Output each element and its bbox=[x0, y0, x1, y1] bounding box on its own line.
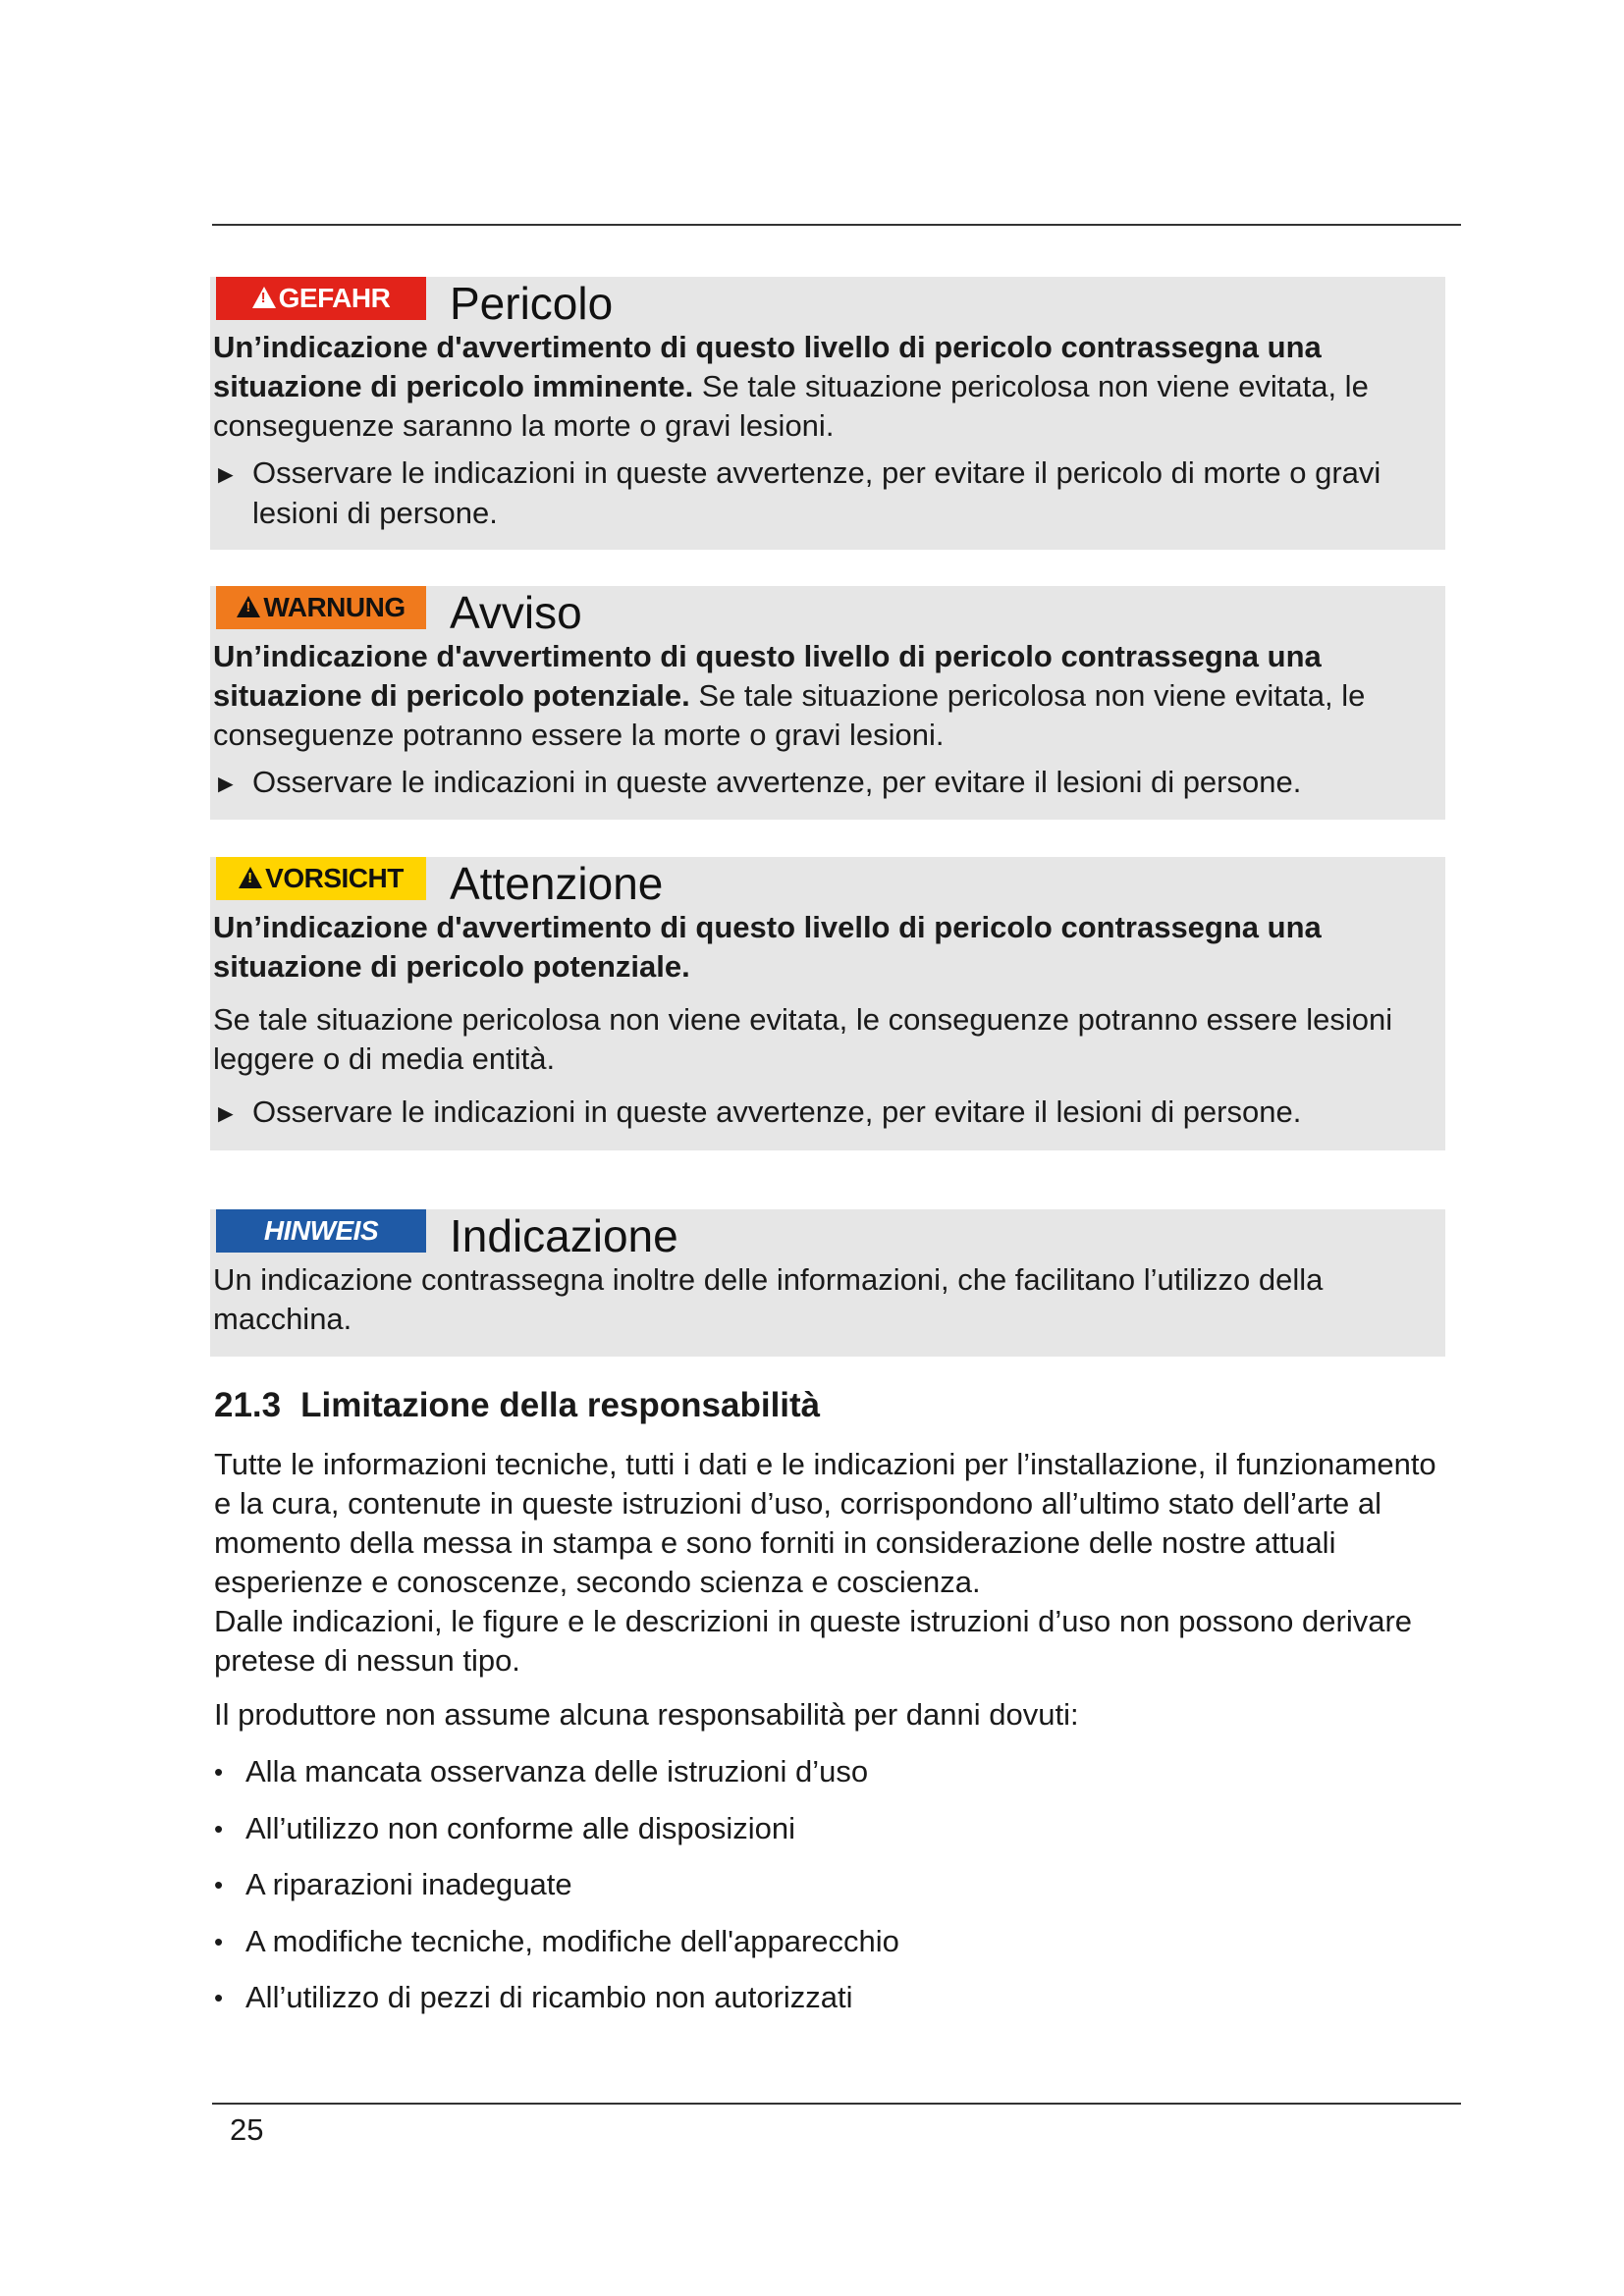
list-item bbox=[214, 1752, 899, 1809]
warning-badge-label: WARNUNG bbox=[263, 592, 406, 622]
footer-rule bbox=[212, 2103, 1461, 2105]
warning-action-text: Osservare le indicazioni in queste avvertenze, per evitare il lesioni di persone. bbox=[252, 765, 1302, 799]
warning-badge bbox=[216, 586, 426, 629]
danger-notice-action bbox=[213, 454, 1445, 533]
danger-badge bbox=[216, 277, 426, 320]
warning-notice-bold-text: Un’indicazione d'avvertimento di questo livello di pericolo contrassegna una situazione di pericolo potenziale. bbox=[213, 639, 1322, 713]
caution-notice-title: Attenzione bbox=[450, 858, 664, 909]
bullet-icon: • bbox=[214, 1813, 224, 1843]
warning-notice-normal-text: Se tale situazione pericolosa non viene evitata, le conseguenze potranno essere la morte o gravi lesioni. bbox=[213, 678, 1366, 752]
info-notice-header bbox=[213, 1209, 1445, 1261]
warning-triangle-icon bbox=[237, 596, 260, 617]
warning-notice-box bbox=[210, 586, 1445, 820]
arrow-right-icon: ► bbox=[213, 769, 239, 798]
info-notice-text: Un indicazione contrassegna inoltre delle informazioni, che facilitano l’utilizzo della macchina. bbox=[213, 1262, 1324, 1336]
section-title: Limitazione della responsabilità bbox=[300, 1386, 821, 1424]
arrow-right-icon: ► bbox=[213, 1098, 239, 1128]
liability-paragraph-3: Il produttore non assume alcuna responsabilità per danni dovuti: bbox=[214, 1697, 1079, 1732]
caution-badge-label: VORSICHT bbox=[265, 863, 404, 893]
warning-notice-text bbox=[213, 637, 1445, 755]
danger-action-text: Osservare le indicazioni in queste avvertenze, per evitare il pericolo di morte o gravi lesioni di persone. bbox=[252, 455, 1381, 530]
caution-notice-bold-paragraph bbox=[213, 908, 1445, 987]
caution-action-text: Osservare le indicazioni in queste avvertenze, per evitare il lesioni di persone. bbox=[252, 1095, 1302, 1129]
caution-notice-action bbox=[213, 1093, 1445, 1133]
list-item bbox=[214, 1809, 899, 1866]
list-item-text: All’utilizzo di pezzi di ricambio non autorizzati bbox=[245, 1980, 853, 2014]
arrow-right-icon: ► bbox=[213, 459, 239, 489]
bullet-icon: • bbox=[214, 1926, 224, 1956]
header-rule bbox=[212, 224, 1461, 226]
info-badge bbox=[216, 1209, 426, 1253]
section-number: 21.3 bbox=[214, 1386, 282, 1424]
caution-notice-header bbox=[213, 857, 1445, 909]
warning-triangle-icon bbox=[239, 867, 262, 888]
bullet-icon: • bbox=[214, 1983, 224, 2012]
danger-badge-label: GEFAHR bbox=[278, 283, 391, 313]
warning-notice-title: Avviso bbox=[450, 587, 582, 638]
warning-notice-action bbox=[213, 763, 1445, 803]
warning-notice-header bbox=[213, 586, 1445, 638]
caution-notice-normal-paragraph: Se tale situazione pericolosa non viene evitata, le conseguenze potranno essere lesioni leggere o di media entità. bbox=[213, 1002, 1393, 1076]
list-item-text: A modifiche tecniche, modifiche dell'apparecchio bbox=[245, 1923, 899, 1958]
danger-notice-header bbox=[213, 277, 1445, 329]
caution-badge bbox=[216, 857, 426, 900]
liability-list bbox=[214, 1752, 899, 2035]
info-badge-label: HINWEIS bbox=[263, 1215, 379, 1246]
caution-notice-box bbox=[210, 857, 1445, 1150]
warning-triangle-icon bbox=[252, 287, 276, 308]
list-item-text: Alla mancata osservanza delle istruzioni d’uso bbox=[245, 1754, 869, 1789]
liability-paragraph-1: Tutte le informazioni tecniche, tutti i dati e le indicazioni per l’installazione, il funzionamento e la cura, contenute in queste istruzioni d’uso, corrispondono all’ultimo stato dell’arte al momento della messa in stampa e sono forniti in considerazione delle nostre attuali esperienze e conoscenze, secondo scienza e coscienza. bbox=[214, 1447, 1436, 1599]
danger-notice-bold-text: Un’indicazione d'avvertimento di questo livello di pericolo contrassegna una situazione di pericolo imminente. bbox=[213, 330, 1322, 403]
info-notice-title: Indicazione bbox=[450, 1210, 678, 1261]
list-item-text: A riparazioni inadeguate bbox=[245, 1867, 572, 1901]
danger-notice-title: Pericolo bbox=[450, 278, 614, 329]
section-heading bbox=[214, 1386, 820, 1425]
bullet-icon: • bbox=[214, 1757, 224, 1787]
danger-notice-box bbox=[210, 277, 1445, 550]
danger-notice-text bbox=[213, 328, 1445, 446]
bullet-icon: • bbox=[214, 1870, 224, 1899]
liability-paragraph-2: Dalle indicazioni, le figure e le descrizioni in queste istruzioni d’uso non possono derivare pretese di nessun tipo. bbox=[214, 1604, 1413, 1678]
danger-notice-normal-text: Se tale situazione pericolosa non viene evitata, le conseguenze saranno la morte o gravi lesioni. bbox=[213, 369, 1369, 443]
list-item-text: All’utilizzo non conforme alle disposizioni bbox=[245, 1810, 795, 1845]
caution-notice-bold-text: Un’indicazione d'avvertimento di questo livello di pericolo contrassegna una situazione di pericolo potenziale. bbox=[213, 910, 1322, 984]
list-item bbox=[214, 1978, 899, 2035]
list-item bbox=[214, 1865, 899, 1922]
page-number: 25 bbox=[230, 2112, 264, 2147]
list-item bbox=[214, 1922, 899, 1979]
info-notice-box bbox=[210, 1209, 1445, 1357]
